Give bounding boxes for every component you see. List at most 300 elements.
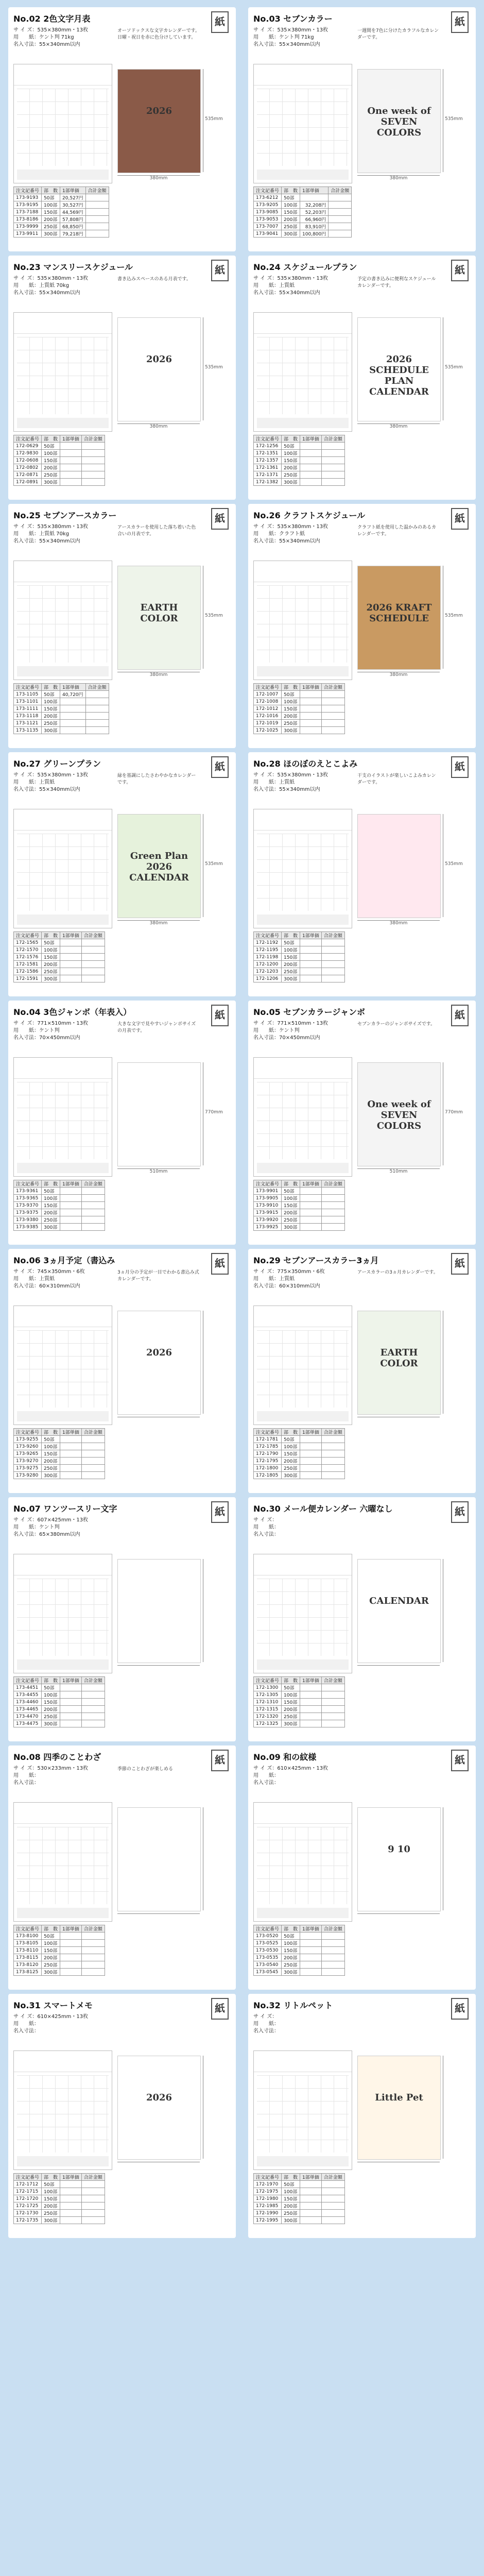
table-row [14, 698, 109, 705]
table-row [14, 1443, 105, 1450]
spec-line: サ イ ズ：535×380mm・13枚 [253, 772, 329, 778]
product-title: No.26 クラフトスケジュール [253, 511, 366, 520]
table-cell [300, 698, 322, 705]
table-cell [85, 720, 109, 727]
table-row [254, 727, 345, 734]
paper-badge: 紙 [451, 756, 469, 778]
table-row [254, 479, 345, 486]
table-cell [300, 954, 322, 961]
table-row [254, 720, 345, 727]
cover-text [118, 1560, 200, 1596]
table-cell [329, 194, 352, 201]
table-cell: 合計金額 [321, 1429, 344, 1436]
table-cell: 150部 [42, 1450, 60, 1458]
spec-line: 名入寸法：55×340mm以内 [13, 42, 80, 47]
table-row [254, 457, 345, 464]
table-cell [321, 1947, 344, 1954]
table-cell [321, 1933, 344, 1940]
table-cell [60, 698, 86, 705]
table-cell [81, 961, 105, 968]
table-cell: 250部 [42, 1216, 60, 1224]
price-table [253, 435, 345, 486]
table-cell: 57,808円 [60, 216, 86, 223]
table-cell [81, 1209, 105, 1216]
table-cell: 173-9053 [254, 216, 282, 223]
table-row [14, 1195, 105, 1202]
paper-badge: 紙 [211, 260, 229, 281]
table-cell: 合計金額 [81, 2174, 105, 2181]
spec-line: 用 紙：ケント判 [13, 1524, 60, 1530]
table-cell [60, 1224, 82, 1231]
cover-text [358, 815, 440, 851]
table-cell: 300部 [42, 1720, 60, 1727]
calendar-thumbnail [253, 1057, 352, 1177]
table-cell [321, 2188, 344, 2195]
table-row [14, 194, 109, 201]
table-cell [321, 1706, 344, 1713]
table-cell [321, 1940, 344, 1947]
table-cell [81, 975, 105, 982]
table-cell [60, 2188, 82, 2195]
paper-badge: 紙 [451, 1005, 469, 1026]
product-spec [253, 1268, 325, 1290]
table-row [254, 1713, 345, 1720]
table-cell [81, 1940, 105, 1947]
table-cell [300, 2188, 322, 2195]
table-row [254, 1429, 345, 1436]
product-card [248, 1745, 476, 1990]
table-cell: 50部 [282, 1933, 300, 1940]
cover-image [357, 317, 441, 421]
spec-line: 用 紙： [253, 1524, 279, 1530]
table-cell [321, 727, 344, 734]
table-row [254, 1209, 345, 1216]
table-cell: 68,850円 [60, 223, 86, 230]
paper-badge: 紙 [451, 1501, 469, 1523]
table-row [254, 1465, 345, 1472]
spec-line: サ イ ズ：771×510mm・13枚 [253, 1021, 329, 1026]
table-cell [300, 720, 322, 727]
table-cell: 50部 [282, 939, 300, 946]
table-cell: 50部 [42, 194, 60, 201]
product-note: 大きな文字で見やすいジャンボサイズの月表です。 [117, 1022, 196, 1033]
table-cell: 173-0520 [254, 1933, 282, 1940]
table-cell [60, 1443, 82, 1450]
table-cell: 172-1576 [14, 954, 42, 961]
cover-image [117, 1311, 201, 1415]
table-cell [321, 975, 344, 982]
table-cell: 173-4465 [14, 1706, 42, 1713]
table-cell: 172-9830 [14, 450, 42, 457]
table-cell: 172-1730 [14, 2210, 42, 2217]
table-cell: 250部 [42, 471, 60, 479]
product-title: No.04 3色ジャンボ（年表入） [13, 1007, 132, 1017]
table-cell: 172-1970 [254, 2181, 282, 2188]
product-card [248, 256, 476, 500]
table-row [14, 1429, 105, 1436]
product-title: No.06 3ヵ月予定（書込み [13, 1256, 115, 1265]
table-cell: 172-1781 [254, 1436, 282, 1443]
table-cell: 20,527円 [60, 194, 86, 201]
table-row [14, 1677, 105, 1684]
table-row [254, 1969, 345, 1976]
spec-line: サ イ ズ：771×510mm・13枚 [13, 1021, 89, 1026]
table-row [14, 705, 109, 713]
table-cell: 150部 [282, 705, 300, 713]
table-cell [321, 2202, 344, 2210]
table-cell: 部 数 [42, 1429, 60, 1436]
paper-badge: 紙 [211, 1750, 229, 1771]
table-cell [60, 1940, 82, 1947]
table-cell [81, 464, 105, 471]
calendar-thumbnail [13, 2050, 112, 2170]
table-cell: 部 数 [282, 1925, 300, 1933]
table-cell: 合計金額 [81, 1677, 105, 1684]
product-card [248, 1497, 476, 1741]
product-card [8, 1745, 236, 1990]
paper-badge: 紙 [451, 1253, 469, 1275]
price-table [13, 1428, 105, 1479]
table-row [254, 1180, 345, 1188]
product-spec [13, 27, 88, 48]
spec-line: 用 紙：上質紙 [253, 1276, 295, 1282]
table-cell: 173-9380 [14, 1216, 42, 1224]
table-cell: 注文記番号 [254, 187, 282, 194]
table-cell [60, 939, 82, 946]
table-cell [321, 1713, 344, 1720]
table-cell [321, 1961, 344, 1969]
spec-line: 用 紙： [13, 2021, 39, 2027]
table-cell: 100部 [42, 698, 60, 705]
width-dimension: 380mm [117, 175, 200, 183]
table-cell: 300部 [282, 1224, 300, 1231]
table-cell: 172-1300 [254, 1684, 282, 1691]
spec-line: 用 紙：上質紙 70kg [13, 283, 70, 289]
spec-line: 用 紙：上質紙 [13, 1276, 55, 1282]
height-dimension [443, 1807, 454, 1910]
table-cell: 30,527円 [60, 201, 86, 209]
table-row [254, 705, 345, 713]
table-row [254, 2174, 345, 2181]
table-row [14, 2188, 105, 2195]
table-cell: 注文記番号 [14, 1180, 42, 1188]
table-row [14, 1969, 105, 1976]
spec-line: 名入寸法：55×340mm以内 [13, 787, 80, 792]
table-cell: 1部単価 [300, 1429, 322, 1436]
paper-badge: 紙 [211, 1501, 229, 1523]
table-cell [60, 1969, 82, 1976]
table-cell [321, 1224, 344, 1231]
table-cell [60, 1472, 82, 1479]
table-cell [60, 464, 82, 471]
table-cell [81, 939, 105, 946]
table-cell [321, 471, 344, 479]
table-cell [81, 968, 105, 975]
table-cell: 合計金額 [81, 1429, 105, 1436]
table-row [14, 954, 105, 961]
table-cell: 300部 [282, 2217, 300, 2224]
table-cell: 172-1256 [254, 443, 282, 450]
table-cell: 150部 [42, 457, 60, 464]
table-cell: 150部 [42, 209, 60, 216]
table-cell: 50部 [42, 1684, 60, 1691]
table-cell: 172-1008 [254, 698, 282, 705]
table-cell: 部 数 [42, 435, 60, 443]
table-cell: 注文記番号 [14, 932, 42, 939]
table-cell: 173-8110 [14, 1947, 42, 1954]
spec-line: サ イ ズ：530×233mm・13枚 [13, 1766, 89, 1771]
table-cell: 250部 [42, 1961, 60, 1969]
table-row [254, 464, 345, 471]
table-row [14, 1450, 105, 1458]
table-cell: 173-1118 [14, 713, 42, 720]
table-cell: 200部 [282, 1954, 300, 1961]
product-spec [13, 2013, 88, 2035]
table-cell: 150部 [282, 1202, 300, 1209]
spec-line: 用 紙：上質紙 [253, 283, 295, 289]
table-cell: 173-9270 [14, 1458, 42, 1465]
spec-line: 名入寸法：55×340mm以内 [253, 290, 320, 296]
table-cell: 173-9901 [254, 1188, 282, 1195]
table-cell: 79,218円 [60, 230, 86, 238]
price-table [13, 931, 105, 982]
table-cell: 173-9911 [14, 230, 42, 238]
table-cell: 173-9205 [254, 201, 282, 209]
table-cell [300, 1706, 322, 1713]
table-cell: 300部 [42, 1472, 60, 1479]
table-cell: 173-7007 [254, 223, 282, 230]
spec-line: 名入寸法：55×340mm以内 [13, 538, 80, 544]
table-cell [81, 1195, 105, 1202]
table-cell [60, 2195, 82, 2202]
price-table [253, 1180, 345, 1231]
table-cell: 172-1565 [14, 939, 42, 946]
table-cell [81, 1706, 105, 1713]
table-cell [321, 443, 344, 450]
table-row [254, 1188, 345, 1195]
table-cell: 注文記番号 [254, 684, 282, 691]
table-cell: 250部 [282, 471, 300, 479]
paper-badge: 紙 [211, 1998, 229, 2020]
table-cell: 1部単価 [300, 2174, 322, 2181]
table-row [254, 1954, 345, 1961]
cover-image [357, 814, 441, 918]
table-cell [300, 1202, 322, 1209]
table-cell [60, 457, 82, 464]
table-row [254, 1443, 345, 1450]
table-cell: 合計金額 [329, 187, 352, 194]
table-cell [321, 2217, 344, 2224]
table-row [254, 1458, 345, 1465]
table-cell [329, 201, 352, 209]
cover-text: 9 10 [388, 1844, 410, 1855]
table-row [254, 2195, 345, 2202]
table-row [14, 209, 109, 216]
width-dimension: 510mm [357, 1168, 440, 1176]
table-row [14, 1961, 105, 1969]
table-cell: 172-1805 [254, 1472, 282, 1479]
table-row [254, 939, 345, 946]
cover-image [117, 2056, 201, 2160]
table-row [14, 968, 105, 975]
table-cell: 300部 [282, 1472, 300, 1479]
table-cell [300, 479, 322, 486]
table-cell: 部 数 [42, 2174, 60, 2181]
table-cell [81, 2210, 105, 2217]
table-cell: 173-9370 [14, 1202, 42, 1209]
table-cell: 150部 [42, 1947, 60, 1954]
table-cell: 173-8100 [14, 1933, 42, 1940]
spec-line: 用 紙：クラフト紙 [253, 531, 305, 537]
table-cell [300, 2202, 322, 2210]
height-dimension [203, 1311, 214, 1414]
table-cell: 250部 [42, 720, 60, 727]
product-title: No.30 メール便カレンダー 六曜なし [253, 1504, 393, 1514]
table-cell: 200部 [282, 1706, 300, 1713]
product-title: No.27 グリーンプラン [13, 759, 101, 769]
table-row [254, 975, 345, 982]
paper-badge: 紙 [211, 1253, 229, 1275]
table-cell [81, 1443, 105, 1450]
table-cell [300, 1699, 322, 1706]
table-row [14, 1699, 105, 1706]
product-spec [13, 523, 88, 545]
table-cell: 200部 [42, 1209, 60, 1216]
table-cell: 注文記番号 [14, 2174, 42, 2181]
table-cell [321, 2210, 344, 2217]
table-cell [300, 194, 329, 201]
spec-line: 名入寸法： [13, 2028, 39, 2034]
table-cell: 1部単価 [60, 187, 86, 194]
table-cell: 173-8125 [14, 1969, 42, 1976]
table-cell [300, 457, 322, 464]
table-cell: 150部 [282, 1450, 300, 1458]
table-cell: 172-0891 [14, 479, 42, 486]
table-cell [321, 1202, 344, 1209]
product-title: No.32 リトルペット [253, 2001, 333, 2010]
table-row [254, 2217, 345, 2224]
table-cell: 100,800円 [300, 230, 329, 238]
calendar-thumbnail [13, 1554, 112, 1673]
table-cell [60, 720, 86, 727]
table-cell [81, 2202, 105, 2210]
height-dimension: 535mm [443, 566, 454, 669]
spec-line: 用 紙： [253, 1773, 279, 1778]
table-cell [81, 1188, 105, 1195]
table-cell [321, 1458, 344, 1465]
table-cell [81, 1947, 105, 1954]
spec-line: 用 紙：ケント判 [253, 1028, 300, 1033]
cover-image [357, 2056, 441, 2160]
table-cell [300, 2195, 322, 2202]
table-cell: 注文記番号 [14, 1429, 42, 1436]
table-cell: 172-1382 [254, 479, 282, 486]
table-cell [85, 216, 109, 223]
table-cell [81, 2181, 105, 2188]
table-row [14, 1224, 105, 1231]
product-title: No.07 ワンツースリー文字 [13, 1504, 117, 1514]
table-row [254, 946, 345, 954]
table-row [254, 1202, 345, 1209]
table-cell: 1部単価 [300, 684, 322, 691]
table-cell: 200部 [42, 713, 60, 720]
product-note: アースカラーを使用した落ち着いた色合いの月表です。 [117, 525, 196, 537]
table-row [14, 1472, 105, 1479]
table-cell: 注文記番号 [254, 2174, 282, 2181]
table-cell [60, 2210, 82, 2217]
table-cell [321, 961, 344, 968]
table-cell: 173-9375 [14, 1209, 42, 1216]
spec-line: 用 紙：ケント判 71kg [253, 35, 314, 40]
product-title: No.25 セブンアースカラー [13, 511, 117, 520]
table-cell: 合計金額 [321, 1180, 344, 1188]
table-cell [300, 1684, 322, 1691]
table-cell: 172-0871 [14, 471, 42, 479]
cover-image [117, 1559, 201, 1663]
product-card [8, 504, 236, 748]
table-row [14, 457, 105, 464]
table-cell: 173-0525 [254, 1940, 282, 1947]
table-cell [300, 471, 322, 479]
table-cell: 173-4470 [14, 1713, 42, 1720]
table-cell: 173-7188 [14, 209, 42, 216]
cover-image [117, 814, 201, 918]
table-cell: 300部 [42, 975, 60, 982]
width-dimension [117, 1913, 200, 1921]
product-spec [13, 772, 88, 793]
product-title: No.23 マンスリースケジュール [13, 262, 133, 272]
table-cell [329, 216, 352, 223]
spec-line: 用 紙：ケント判 [13, 1028, 60, 1033]
table-cell [81, 1961, 105, 1969]
price-table [253, 2173, 345, 2224]
table-cell: 200部 [42, 216, 60, 223]
table-cell: 1部単価 [300, 187, 329, 194]
table-cell: 300部 [282, 1720, 300, 1727]
table-cell: 172-1720 [14, 2195, 42, 2202]
spec-line: 用 紙：上質紙 70kg [13, 531, 70, 537]
table-cell [329, 230, 352, 238]
table-cell: 50部 [42, 691, 60, 698]
table-cell [60, 1933, 82, 1940]
table-row [14, 932, 105, 939]
price-table [253, 187, 352, 238]
table-cell: 172-1325 [254, 1720, 282, 1727]
table-cell [81, 471, 105, 479]
table-row [14, 1684, 105, 1691]
table-cell [60, 1954, 82, 1961]
table-cell: 100部 [282, 1443, 300, 1450]
spec-line: 名入寸法：55×340mm以内 [253, 538, 320, 544]
price-table [13, 435, 105, 486]
price-table [13, 1676, 105, 1727]
table-cell [81, 1450, 105, 1458]
table-row [14, 464, 105, 471]
table-cell: 172-1785 [254, 1443, 282, 1450]
table-row [14, 1940, 105, 1947]
table-cell: 250部 [282, 720, 300, 727]
table-cell: 40,720円 [60, 691, 86, 698]
table-cell: 部 数 [282, 1429, 300, 1436]
table-cell: 注文記番号 [254, 1180, 282, 1188]
spec-line: 名入寸法：70×450mm以内 [253, 1035, 320, 1041]
table-cell: 100部 [42, 2188, 60, 2195]
table-cell: 部 数 [42, 1180, 60, 1188]
calendar-thumbnail [13, 809, 112, 928]
table-cell: 172-1735 [14, 2217, 42, 2224]
table-cell: 200部 [42, 464, 60, 471]
product-note: 一週間を7色に分けたカラフルなカレンダーです。 [357, 28, 439, 40]
